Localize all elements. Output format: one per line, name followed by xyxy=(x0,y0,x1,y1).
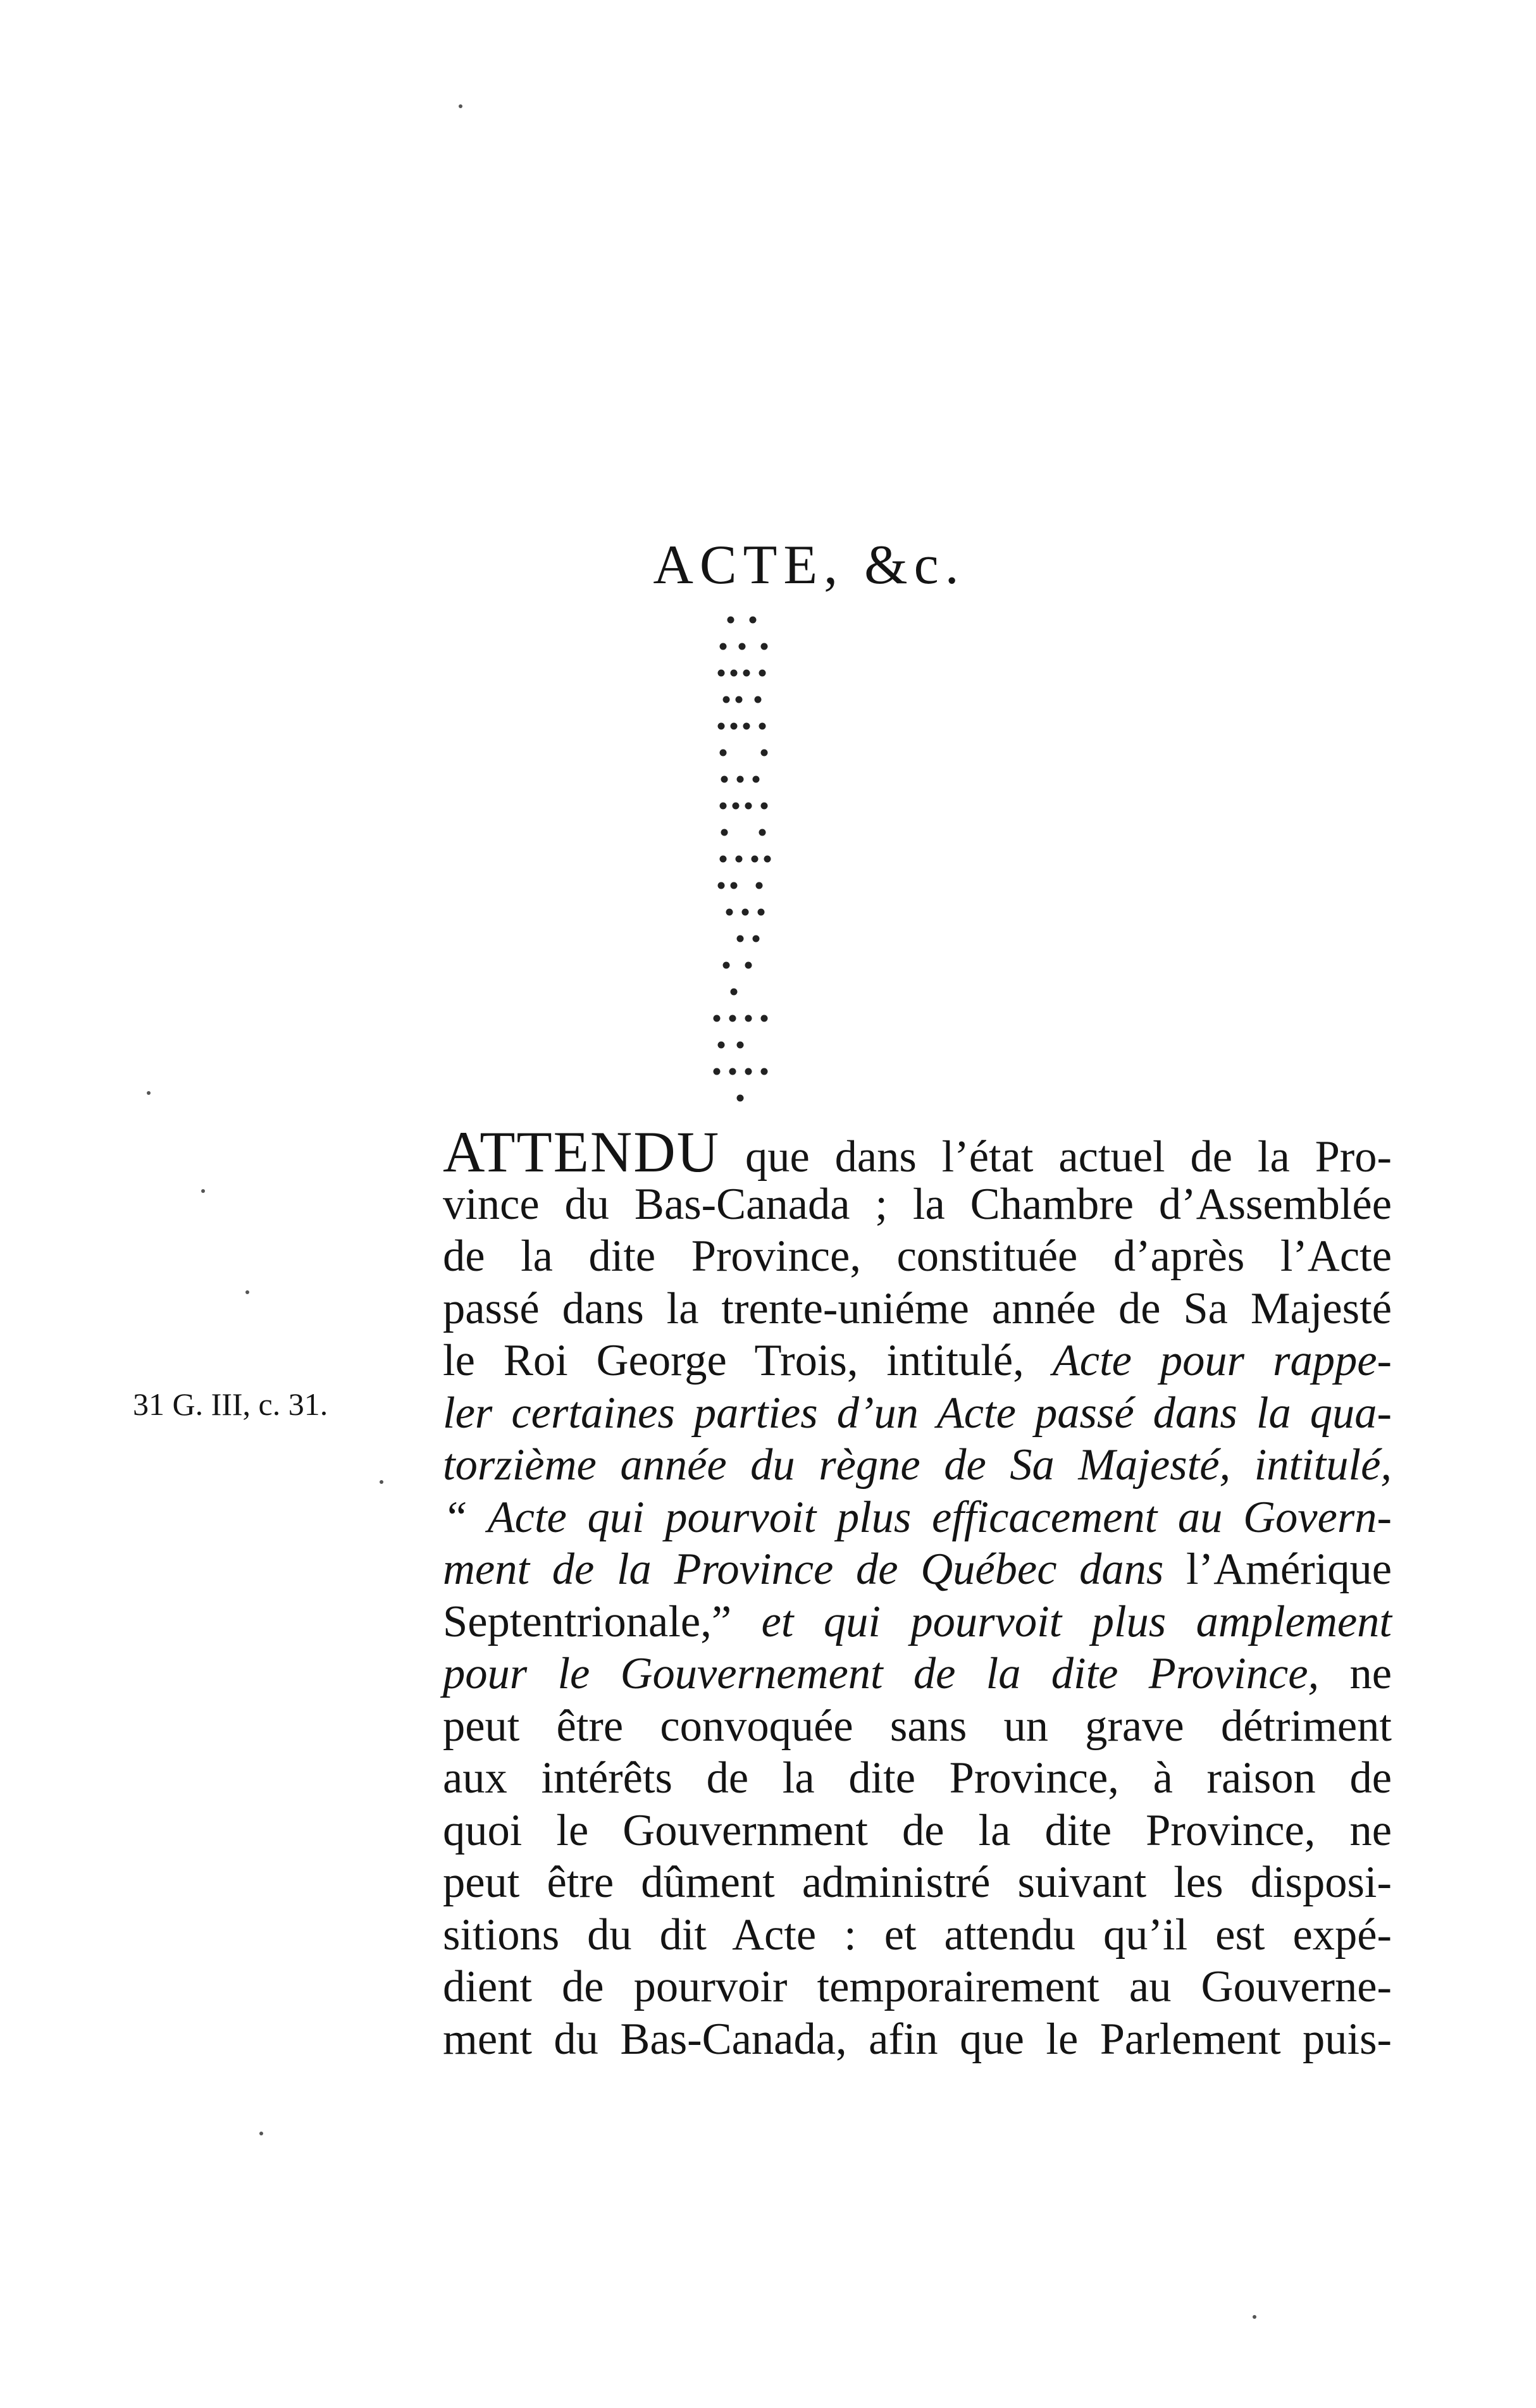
roman-text: peut être dûment administré suivant les disposi- xyxy=(443,1858,1392,1907)
text-line xyxy=(443,1805,1392,1857)
roman-text: que dans l’état actuel de la Pro- xyxy=(720,1132,1392,1182)
text-line xyxy=(443,1439,1392,1491)
roman-text: de la dite Province, constituée d’après l’Acte xyxy=(443,1232,1392,1281)
roman-text: sitions du dit Acte : et attendu qu’il est expé- xyxy=(443,1910,1392,1960)
text-line xyxy=(443,1700,1392,1753)
text-line xyxy=(443,1120,1392,1184)
roman-text: le Roi George Trois, intitulé, xyxy=(443,1336,1053,1385)
italic-text: “ Acte qui pourvoit plus efficacement au Govern- xyxy=(443,1492,1392,1542)
paper-speck xyxy=(147,1091,151,1095)
roman-text: ne xyxy=(1319,1649,1392,1698)
text-line xyxy=(443,1387,1392,1440)
text-line xyxy=(443,1961,1392,2013)
paper-speck xyxy=(259,2132,263,2135)
italic-text: torzième année du règne de Sa Majesté, intitulé, xyxy=(443,1440,1392,1490)
text-line xyxy=(443,1491,1392,1544)
roman-text: passé dans la trente-uniéme année de Sa Majesté xyxy=(443,1283,1392,1333)
page-title: ACTE, &c. xyxy=(653,534,965,596)
text-line xyxy=(443,1909,1392,1961)
italic-text: ler certaines parties d’un Acte passé dans la qua- xyxy=(443,1388,1392,1438)
roman-text: l’Amérique xyxy=(1186,1545,1392,1594)
italic-text: et qui pourvoit plus amplement xyxy=(761,1596,1392,1646)
preamble-paragraph xyxy=(443,1120,1392,2065)
paper-speck xyxy=(201,1189,205,1193)
italic-text: pour le Gouvernement de la dite Province, xyxy=(443,1649,1320,1698)
text-line xyxy=(443,1752,1392,1805)
text-line xyxy=(443,1178,1392,1231)
roman-text: vince du Bas-Canada ; la Chambre d’Assemblée xyxy=(443,1179,1392,1229)
text-line xyxy=(443,1596,1392,1648)
paper-speck xyxy=(245,1290,249,1294)
text-line xyxy=(443,1283,1392,1335)
italic-text: ment de la Province de Québec dans xyxy=(443,1545,1187,1594)
roman-text: Septentrionale,” xyxy=(443,1596,762,1646)
margin-citation: 31 G. III, c. 31. xyxy=(133,1386,328,1422)
roman-text: quoi le Gouvernment de la dite Province, ne xyxy=(443,1805,1392,1855)
text-line xyxy=(443,1856,1392,1909)
text-line xyxy=(443,1335,1392,1387)
roman-text: dient de pourvoir temporairement au Gouverne- xyxy=(443,1962,1392,2011)
lead-word: ATTENDU xyxy=(443,1120,721,1184)
text-line xyxy=(443,2013,1392,2066)
text-line xyxy=(443,1648,1392,1700)
italic-text: Acte pour rappe- xyxy=(1052,1336,1392,1385)
paper-speck xyxy=(380,1480,383,1484)
text-line xyxy=(443,1230,1392,1283)
dotted-ornament xyxy=(696,607,810,1139)
text-line xyxy=(443,1543,1392,1596)
roman-text: aux intérêts de la dite Province, à raison de xyxy=(443,1753,1392,1803)
roman-text: ment du Bas-Canada, afin que le Parlement puis- xyxy=(443,2014,1392,2064)
paper-speck xyxy=(459,104,462,108)
roman-text: peut être convoquée sans un grave détriment xyxy=(443,1701,1392,1751)
paper-speck xyxy=(1253,2315,1256,2319)
